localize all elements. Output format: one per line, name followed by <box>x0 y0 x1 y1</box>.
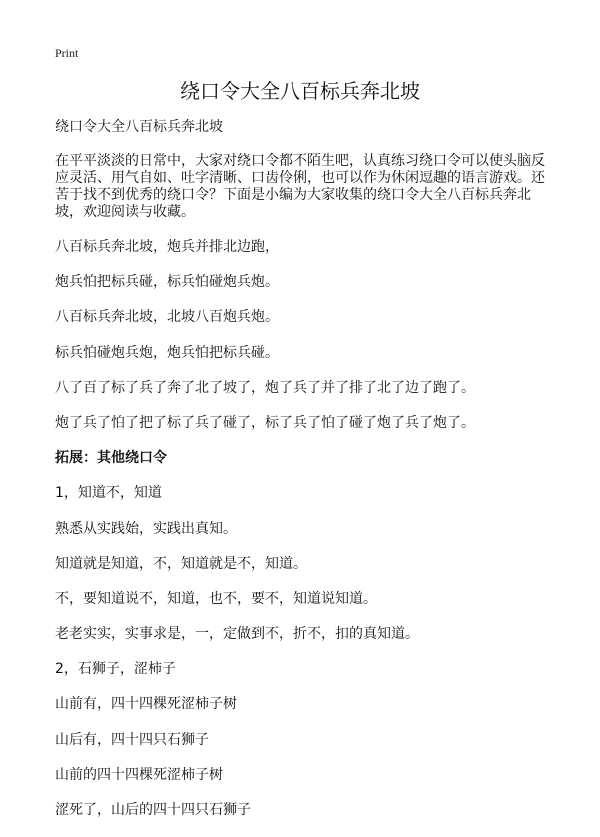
extended-line: 2，石狮子，涩柿子 <box>55 661 176 678</box>
tongue-twister-line: 标兵怕碰炮兵炮，炮兵怕把标兵碰。 <box>55 344 279 361</box>
extended-line: 涩死了，山后的四十四只石狮子 <box>55 802 251 818</box>
extended-line: 山后有，四十四只石狮子 <box>55 731 209 748</box>
article-subtitle: 绕口令大全八百标兵奔北坡 <box>55 119 223 135</box>
page-title: 绕口令大全八百标兵奔北坡 <box>180 79 420 103</box>
tongue-twister-line: 炮了兵了怕了把了标了兵了碰了，标了兵了怕了碰了炮了兵了炮了。 <box>55 414 475 431</box>
extended-line: 山前有，四十四棵死涩柿子树 <box>55 696 237 713</box>
extended-line: 1，知道不，知道 <box>55 485 162 502</box>
extended-line: 老老实实，实事求是，一，定做到不，折不，扣的真知道。 <box>55 626 419 643</box>
print-label: Print <box>55 46 79 60</box>
extended-line: 知道就是知道，不，知道就是不，知道。 <box>55 555 307 572</box>
article-body <box>55 119 555 837</box>
tongue-twister-line: 炮兵怕把标兵碰，标兵怕碰炮兵炮。 <box>55 274 279 291</box>
section-heading: 拓展：其他绕口令 <box>55 450 167 467</box>
intro-paragraph: 在平平淡淡的日常中，大家对绕口令都不陌生吧，认真练习绕口令可以使头脑反应灵活、用气自如、吐字清晰、口齿伶俐，也可以作为休闲逗趣的语言游戏。还苦于找不到优秀的绕口令？下面是小编为大家收集的绕口令大全八百标兵奔北坡，欢迎阅读与收藏。 <box>55 153 545 220</box>
extended-line: 山前的四十四棵死涩柿子树 <box>55 766 223 783</box>
tongue-twister-line: 八了百了标了兵了奔了北了坡了，炮了兵了并了排了北了边了跑了。 <box>55 379 475 396</box>
tongue-twister-line: 八百标兵奔北坡，炮兵并排北边跑， <box>55 239 279 255</box>
extended-line: 熟悉从实践始，实践出真知。 <box>55 520 237 537</box>
tongue-twister-line: 八百标兵奔北坡，北坡八百炮兵炮。 <box>55 309 279 326</box>
extended-line: 不，要知道说不，知道，也不，要不，知道说知道。 <box>55 590 377 607</box>
